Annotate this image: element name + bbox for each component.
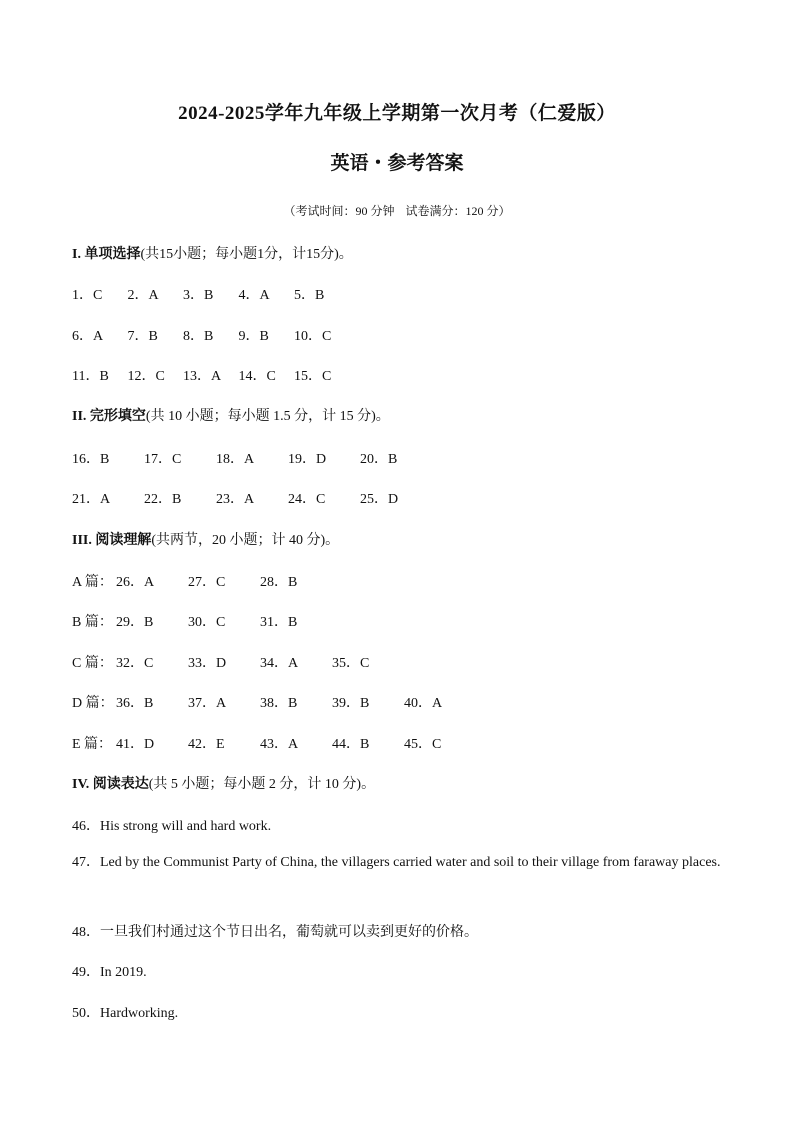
answer-item: 36．B bbox=[116, 696, 154, 711]
answer-item: 31．B bbox=[260, 615, 298, 630]
answer-item: 35．C bbox=[332, 656, 370, 671]
answer-item: 24．C bbox=[288, 492, 326, 507]
answer-50: 50．Hardworking. bbox=[72, 1006, 179, 1021]
answer-item: 22．B bbox=[144, 492, 182, 507]
answer-48: 48．一旦我们村通过这个节日出名，葡萄就可以卖到更好的价格。 bbox=[72, 925, 478, 940]
answer-item: 7．B bbox=[127, 329, 158, 344]
answer-item: 43．A bbox=[260, 737, 299, 752]
section-title: 阅读表达 bbox=[92, 777, 149, 792]
answer-item: 34．A bbox=[260, 656, 299, 671]
section-number: II. bbox=[72, 409, 87, 424]
section-info: (共15小题；每小题1分，计15分)。 bbox=[140, 247, 353, 262]
passage-answers-b bbox=[72, 611, 332, 631]
answer-item: 12．C bbox=[127, 369, 165, 384]
passage-answers-a bbox=[72, 571, 332, 591]
passage-answers-e bbox=[72, 733, 476, 753]
document-subtitle: 英语・参考答案 bbox=[330, 153, 464, 174]
answer-item: 30．C bbox=[188, 615, 226, 630]
section-heading-1 bbox=[72, 243, 353, 263]
answer-item: 26．A bbox=[116, 575, 155, 590]
answer-item: 6．A bbox=[72, 329, 104, 344]
answer-46: 46．His strong will and hard work. bbox=[72, 819, 272, 834]
answer-item: 2．A bbox=[127, 288, 159, 303]
section-number: I. bbox=[72, 247, 81, 262]
answer-item: 27．C bbox=[188, 575, 226, 590]
section-title: 完形填空 bbox=[89, 409, 146, 424]
answer-item: 21．A bbox=[72, 492, 111, 507]
answer-item: 40．A bbox=[404, 696, 443, 711]
answer-item: 23．A bbox=[216, 492, 255, 507]
answer-item: 9．B bbox=[238, 329, 269, 344]
exam-full-score: 试卷满分：120 分） bbox=[405, 204, 511, 218]
section-title: 单项选择 bbox=[84, 247, 141, 262]
answer-item: 28．B bbox=[260, 575, 298, 590]
section-info: (共两节，20 小题；计 40 分)。 bbox=[151, 533, 340, 548]
passage-label: D 篇： bbox=[72, 696, 114, 711]
section-heading-4 bbox=[72, 773, 375, 793]
document-title: 2024-2025学年九年级上学期第一次月考（仁爱版） bbox=[178, 103, 616, 124]
answer-item: 33．D bbox=[188, 656, 227, 671]
answer-item: 11．B bbox=[72, 369, 109, 384]
answer-item: 41．D bbox=[116, 737, 155, 752]
passage-answers-d bbox=[72, 692, 476, 712]
answer-item: 4．A bbox=[238, 288, 270, 303]
answer-item: 18．A bbox=[216, 452, 255, 467]
answer-item: 15．C bbox=[294, 369, 332, 384]
answer-item: 20．B bbox=[360, 452, 398, 467]
passage-label: A 篇： bbox=[72, 575, 113, 590]
section-number: III. bbox=[72, 533, 92, 548]
answer-item: 39．B bbox=[332, 696, 370, 711]
answer-item: 32．C bbox=[116, 656, 154, 671]
answer-row bbox=[72, 284, 350, 304]
answer-49: 49．In 2019. bbox=[72, 965, 147, 980]
passage-label: B 篇： bbox=[72, 615, 113, 630]
answer-item: 13．A bbox=[183, 369, 222, 384]
answer-item: 14．C bbox=[238, 369, 276, 384]
section-info: (共 5 小题；每小题 2 分，计 10 分)。 bbox=[148, 777, 376, 792]
exam-info bbox=[0, 202, 794, 219]
answer-item: 45．C bbox=[404, 737, 442, 752]
answer-row bbox=[72, 325, 350, 345]
answer-item: 42．E bbox=[188, 737, 225, 752]
answer-item: 16．B bbox=[72, 452, 110, 467]
answer-47: 47．Led by the Communist Party of China, the villagers carried water and soil to their village from faraway places. bbox=[72, 855, 721, 870]
section-number: IV. bbox=[72, 777, 90, 792]
passage-label: C 篇： bbox=[72, 656, 113, 671]
passage-label: E 篇： bbox=[72, 737, 113, 752]
answer-item: 5．B bbox=[294, 288, 325, 303]
answer-item: 8．B bbox=[183, 329, 214, 344]
exam-time: （考试时间：90 分钟 bbox=[283, 204, 395, 218]
section-heading-2 bbox=[72, 405, 390, 425]
answer-item: 29．B bbox=[116, 615, 154, 630]
section-heading-3 bbox=[72, 529, 339, 549]
answer-item: 1．C bbox=[72, 288, 103, 303]
answer-item: 44．B bbox=[332, 737, 370, 752]
answer-item: 17．C bbox=[144, 452, 182, 467]
answer-item: 38．B bbox=[260, 696, 298, 711]
answer-item: 19．D bbox=[288, 452, 327, 467]
passage-answers-c bbox=[72, 652, 404, 672]
section-title: 阅读理解 bbox=[95, 533, 152, 548]
section-info: (共 10 小题；每小题 1.5 分，计 15 分)。 bbox=[145, 409, 390, 424]
answer-row bbox=[72, 365, 350, 385]
answer-row bbox=[72, 448, 432, 468]
answer-item: 3．B bbox=[183, 288, 214, 303]
answer-item: 25．D bbox=[360, 492, 399, 507]
answer-row bbox=[72, 488, 432, 508]
answer-item: 10．C bbox=[294, 329, 332, 344]
answer-item: 37．A bbox=[188, 696, 227, 711]
